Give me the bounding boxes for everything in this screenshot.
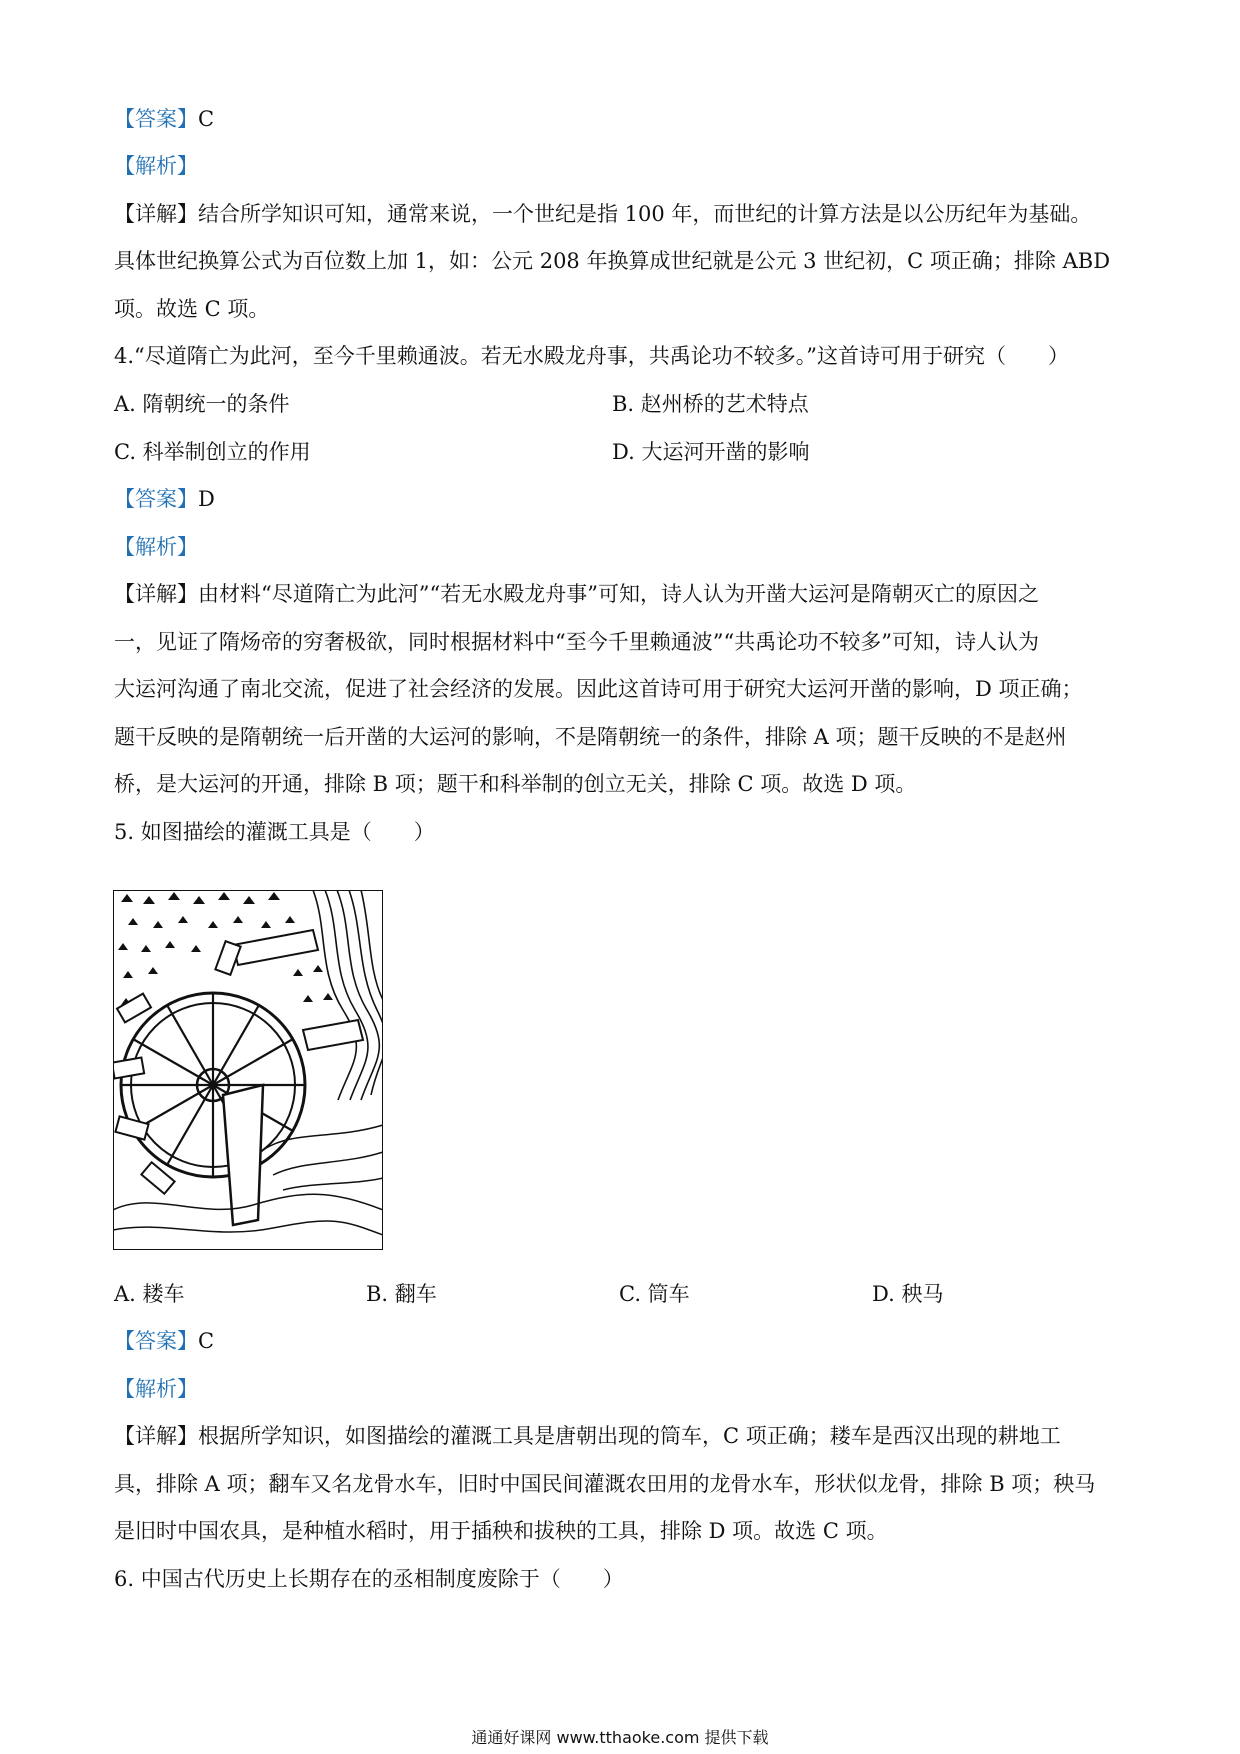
q5-question: 5. 如图描绘的灌溉工具是（ ）	[114, 820, 435, 844]
q5-option-d: D. 秧马	[872, 1282, 944, 1306]
q4-detail-line-4: 题干反映的是隋朝统一后开凿的大运河的影响，不是隋朝统一的条件，排除 A 项；题干反映的不是赵州	[114, 725, 1067, 749]
q4-detail-line-1: 【详解】由材料“尽道隋亡为此河”“若无水殿龙舟事”可知，诗人认为开凿大运河是隋朝灭亡的原因之	[114, 582, 1039, 606]
q3-detail-line-2: 具体世纪换算公式为百位数上加 1，如：公元 208 年换算成世纪就是公元 3 世纪初，C 项正确；排除 ABD	[114, 249, 1111, 273]
q4-analysis-tag: 【解析】	[114, 535, 198, 559]
waterwheel-illustration	[113, 890, 383, 1250]
q3-detail-line-3: 项。故选 C 项。	[114, 297, 270, 321]
q5-option-c: C. 筒车	[619, 1282, 690, 1306]
q4-option-a: A. 隋朝统一的条件	[114, 392, 290, 416]
footer-source-link[interactable]: 通通好课网 www.tthaoke.com 提供下载	[471, 1728, 769, 1747]
q5-option-a: A. 耧车	[114, 1282, 185, 1306]
q5-detail-line-3: 是旧时中国农具，是种植水稻时，用于插秧和拔秧的工具，排除 D 项。故选 C 项。	[114, 1519, 888, 1543]
q6-question: 6. 中国古代历史上长期存在的丞相制度废除于（ ）	[114, 1567, 624, 1591]
q5-answer: 【答案】C	[114, 1329, 215, 1353]
q4-detail-line-2: 一，见证了隋炀帝的穷奢极欲，同时根据材料中“至今千里赖通波”“共禹论功不较多”可知，诗人认为	[114, 630, 1039, 654]
q3-detail-line-1: 【详解】结合所学知识可知，通常来说，一个世纪是指 100 年，而世纪的计算方法是以公历纪年为基础。	[114, 202, 1092, 226]
q4-answer: 【答案】D	[114, 487, 215, 511]
q4-option-b: B. 赵州桥的艺术特点	[612, 392, 809, 416]
q3-answer: 【答案】C	[114, 107, 215, 131]
q4-detail-line-5: 桥，是大运河的开通，排除 B 项；题干和科举制的创立无关，排除 C 项。故选 D 项。	[114, 772, 917, 796]
q5-detail-line-2: 具，排除 A 项；翻车又名龙骨水车，旧时中国民间灌溉农田用的龙骨水车，形状似龙骨，排除 B 项；秧马	[114, 1472, 1096, 1496]
q4-question: 4.“尽道隋亡为此河，至今千里赖通波。若无水殿龙舟事，共禹论功不较多。”这首诗可用于研究（ ）	[114, 344, 1070, 368]
q5-option-b: B. 翻车	[366, 1282, 437, 1306]
q5-detail-line-1: 【详解】根据所学知识，如图描绘的灌溉工具是唐朝出现的筒车，C 项正确；耧车是西汉出现的耕地工	[114, 1424, 1061, 1448]
q4-option-c: C. 科举制创立的作用	[114, 440, 311, 464]
q4-detail-line-3: 大运河沟通了南北交流，促进了社会经济的发展。因此这首诗可用于研究大运河开凿的影响，D 项正确；	[114, 677, 1083, 701]
q4-option-d: D. 大运河开凿的影响	[612, 440, 810, 464]
q3-analysis-tag: 【解析】	[114, 154, 198, 178]
q5-analysis-tag: 【解析】	[114, 1377, 198, 1401]
